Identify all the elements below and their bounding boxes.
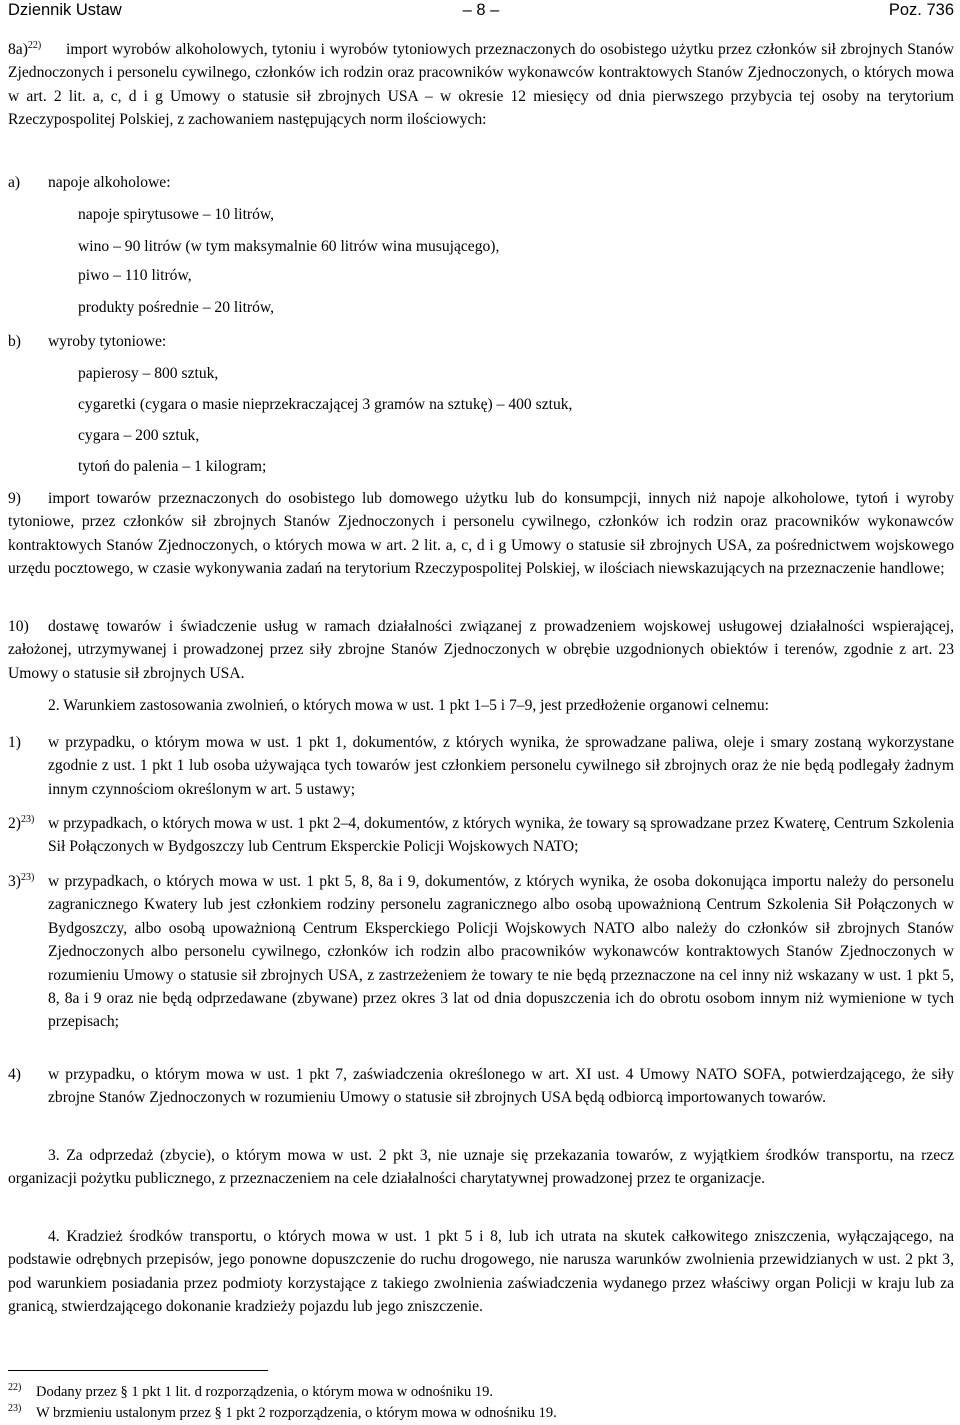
position-number: Poz. 736 <box>888 1 954 19</box>
item-8a <box>8 38 954 132</box>
footnote-mark: 22) <box>8 1382 22 1393</box>
item-number: 2) <box>8 815 21 832</box>
item-text: w przypadku, o którym mowa w ust. 1 pkt 7, zaświadczenia określonego w art. XI ust. 4 Umowy NATO SOFA, potwierdzającego, że siły zbrojne Stanów Zjednoczonych w rozumieniu Umowy o statusie sił zbrojnych USA będą odbiorcą importowanych towarów. <box>48 1066 954 1107</box>
dash-item: tytoń do palenia – 1 kilogram; <box>78 458 267 475</box>
item-number: 9) <box>8 490 21 507</box>
footnote-text: Dodany przez § 1 pkt 1 lit. d rozporządzenia, o którym mowa w odnośniku 19. <box>36 1384 494 1400</box>
footnote-text: W brzmieniu ustalonym przez § 1 pkt 2 rozporządzenia, o którym mowa w odnośniku 19. <box>36 1405 557 1421</box>
item-number: 4) <box>8 1066 21 1083</box>
p2-item-3 <box>8 870 954 1034</box>
item-text: w przypadkach, o których mowa w ust. 1 pkt 5, 8, 8a i 9, dokumentów, z których wynika, że osoba dokonująca importu należy do personelu zagranicznego Kwatery lub jest członkiem rodziny personelu zagranicznego albo osobą upoważnioną Centrum Szkolenia Sił Połączonych w Bydgoszczy, albo osobą upoważnioną Centrum Eksperckiego Policji Wojskowych NATO albo należy do członków sił zbrojnych Stanów Zjednoczonych albo personelu cywilnego, członków ich rodzin albo pracowników wykonawców kontraktowych Stanów Zjednoczonych w rozumieniu Umowy o statusie sił zbrojnych USA, z zastrzeżeniem że towary te nie będą przeznaczone na cel inny niż wskazany w ust. 1 pkt 5, 8, 8a i 9 oraz nie będą odprzedawane (zbywane) przez okres 3 lat od dnia dopuszczenia ich do obrotu osobom innym niż wymienione w tych przepisach; <box>48 873 954 1031</box>
sub-text: wyroby tytoniowe: <box>48 333 167 350</box>
dash-item: papierosy – 800 sztuk, <box>78 365 219 382</box>
item-text: w przypadku, o którym mowa w ust. 1 pkt 1, dokumentów, z których wynika, że sprowadzane paliwa, oleje i smary zostaną wykorzystane zgodnie z ust. 1 pkt 1 lub osoba używająca tych towarów jest członkiem personelu cywilnego sił zbrojnych oraz że nie będą podlegały żadnym innym czynnościom określonym w art. 5 ustawy; <box>48 734 954 798</box>
sub-label: b) <box>8 333 21 350</box>
footnote-ref: 23) <box>21 872 35 883</box>
footnote-mark: 23) <box>8 1403 22 1414</box>
dash-item: piwo – 110 litrów, <box>78 267 192 284</box>
item-text: import towarów przeznaczonych do osobistego lub domowego użytku lub do konsumpcji, innych niż napoje alkoholowe, tytoń i wyroby tytoniowe, przez członków sił zbrojnych Stanów Zjednoczonych i personelu cywilnego, członków ich rodzin oraz pracowników wykonawców kontraktowych Stanów Zjednoczonych, o których mowa w art. 2 lit. a, c, d i g Umowy o statusie sił zbrojnych USA, za pośrednictwem wojskowego urzędu pocztowego, w czasie wykonywania zadań na terytorium Rzeczypospolitej Polskiej, w ilościach niewskazujących na przeznaczenie handlowe; <box>8 490 954 578</box>
footnote-ref: 23) <box>21 814 35 825</box>
paragraph-3: 3. Za odprzedaż (zbycie), o którym mowa w ust. 2 pkt 3, nie uznaje się przekazania towarów, z wyjątkiem środków transportu, na rzecz organizacji pożytku publicznego, z przeznaczeniem na cele działalności charytatywnej prowadzonej przez te organizacje. <box>8 1147 954 1188</box>
page-header <box>8 0 954 22</box>
dash-item: wino – 90 litrów (w tym maksymalnie 60 litrów wina musującego), <box>78 238 500 255</box>
p2-item-4 <box>8 1063 954 1110</box>
dash-item: napoje spirytusowe – 10 litrów, <box>78 206 275 223</box>
item-text: dostawę towarów i świadczenie usług w ramach działalności związanej z prowadzeniem wojskowej usługowej działalności wspierającej, założonej, utrzymywanej i prowadzonej przez siły zbrojne Stanów Zjednoczonych w obrębie uzgodnionych obiektów i terenów, zgodnie z art. 23 Umowy o statusie sił zbrojnych USA. <box>8 618 954 682</box>
dash-item: cygaretki (cygara o masie nieprzekraczającej 3 gramów na sztukę) – 400 sztuk, <box>78 396 573 413</box>
item-number: 1) <box>8 734 21 751</box>
paragraph-2: 2. Warunkiem zastosowania zwolnień, o których mowa w ust. 1 pkt 1–5 i 7–9, jest przedłożenie organowi celnemu: <box>48 697 769 714</box>
p2-item-1 <box>8 731 954 801</box>
paragraph-4: 4. Kradzież środków transportu, o których mowa w ust. 1 pkt 5 i 8, lub ich utrata na skutek całkowitego zniszczenia, wyłączającego, na podstawie odrębnych przepisów, jego ponowne dopuszczenie do ruchu drogowego, nie narusza warunków zwolnienia przewidzianych w ust. 2 pkt 3, pod warunkiem posiadania przez podmioty korzystające z takiego zwolnienia zaświadczenia wydanego przez właściwy organ Policji w kraju lub za granicą, stwierdzającego dokonanie kradzieży pojazdu lub jego zniszczenie. <box>8 1228 954 1316</box>
footnote-separator <box>8 1370 268 1371</box>
page-number: – 8 – <box>462 1 500 19</box>
dash-item: produkty pośrednie – 20 litrów, <box>78 299 275 316</box>
footnote-ref: 22) <box>27 40 42 51</box>
item-text: w przypadkach, o których mowa w ust. 1 pkt 2–4, dokumentów, z których wynika, że towary są sprowadzane przez Kwaterę, Centrum Szkolenia Sił Połączonych w Bydgoszczy lub Centrum Eksperckie Policji Wojskowych NATO; <box>48 815 954 856</box>
item-number: 10) <box>8 618 29 635</box>
p2-item-2 <box>8 812 954 859</box>
sub-text: napoje alkoholowe: <box>48 174 171 191</box>
dash-item: cygara – 200 sztuk, <box>78 427 200 444</box>
item-number: 3) <box>8 873 21 890</box>
item-9 <box>8 487 954 581</box>
item-number: 8a) <box>8 41 28 58</box>
item-10 <box>8 615 954 685</box>
sub-label: a) <box>8 174 21 191</box>
journal-title: Dziennik Ustaw <box>8 1 122 19</box>
item-text: import wyrobów alkoholowych, tytoniu i wyrobów tytoniowych przeznaczonych do osobistego użytku przez członków sił zbrojnych Stanów Zjednoczonych i personelu cywilnego, członków ich rodzin oraz pracowników wykonawców kontraktowych Stanów Zjednoczonych, o których mowa w art. 2 lit. a, c, d i g Umowy o statusie sił zbrojnych USA – w okresie 12 miesięcy od dnia pierwszego przybycia tej osoby na terytorium Rzeczypospolitej Polskiej, z zachowaniem następujących norm ilościowych: <box>8 41 954 129</box>
